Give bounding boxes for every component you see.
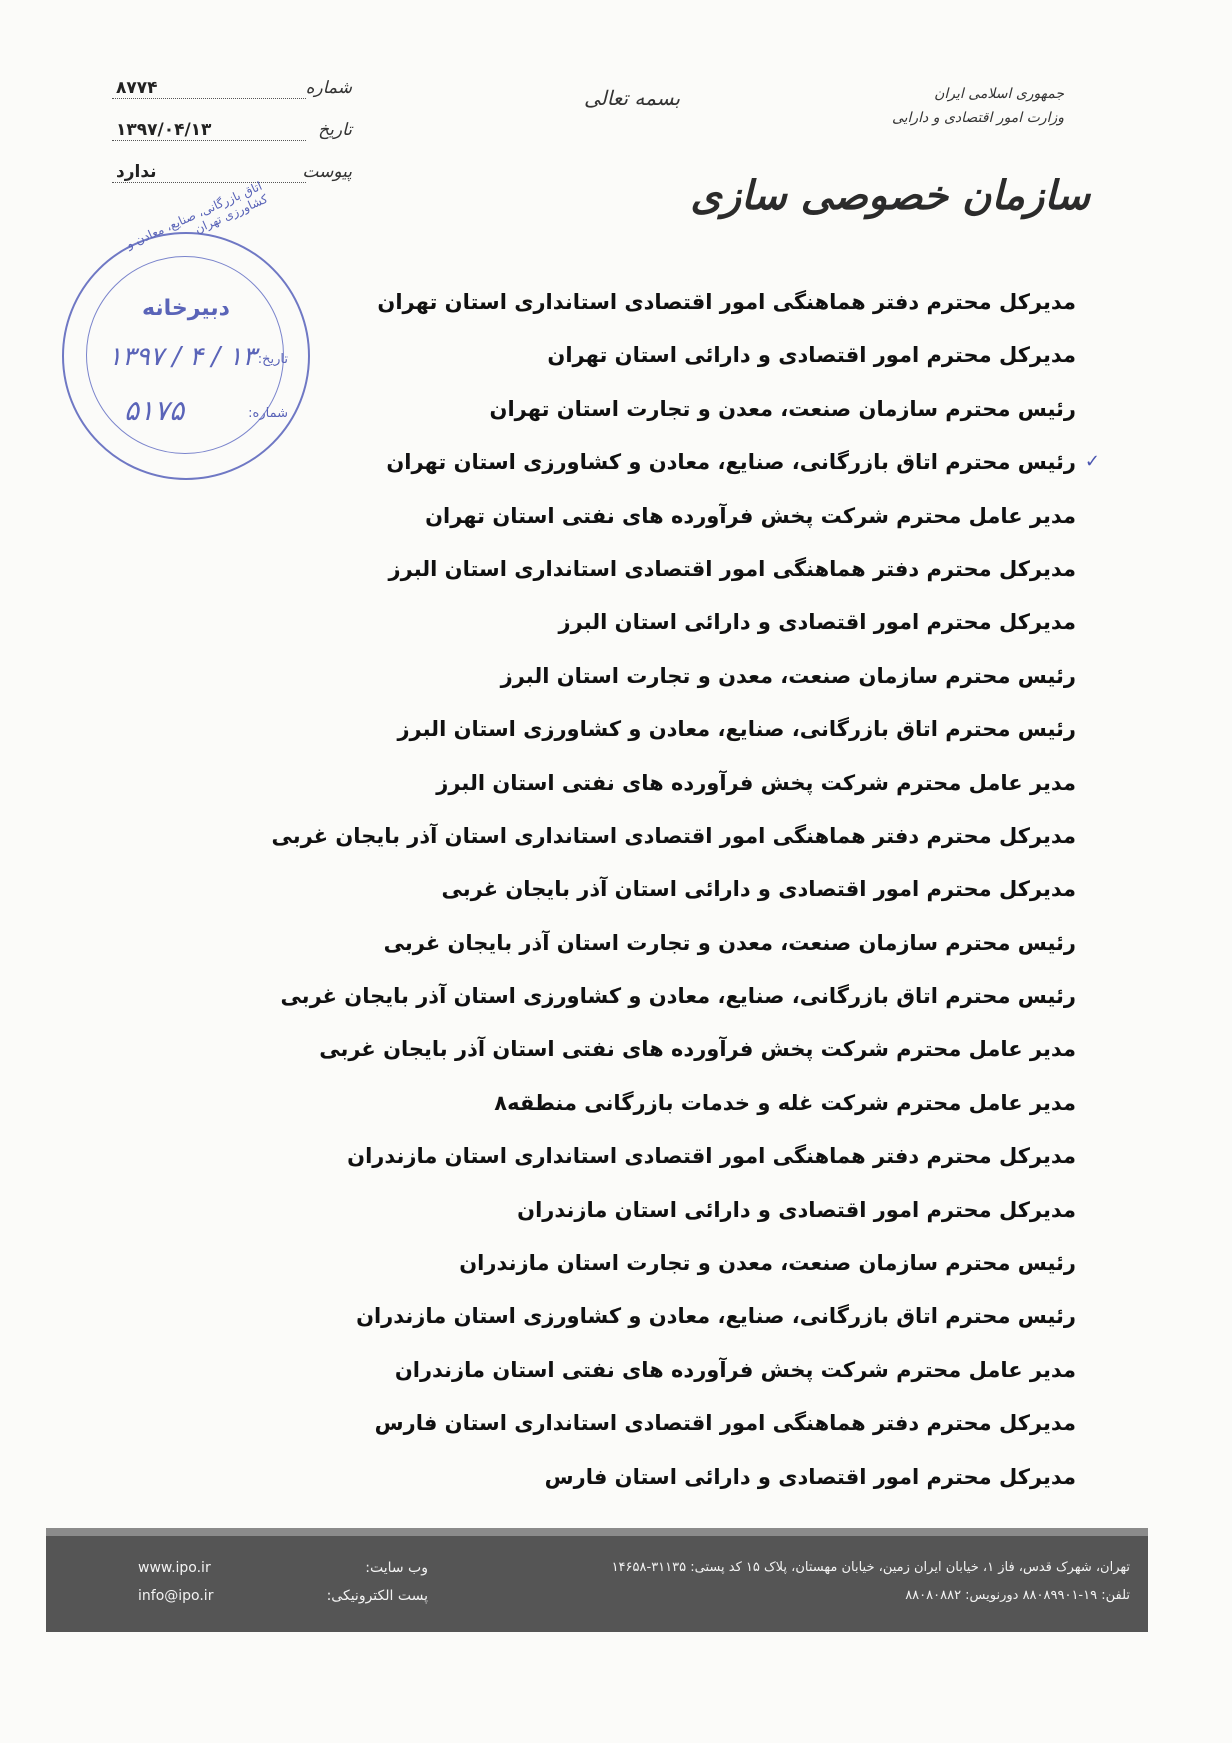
footer-email-link[interactable]: info@ipo.ir — [138, 1588, 214, 1604]
footer-website-link[interactable]: www.ipo.ir — [138, 1560, 211, 1576]
recipient-item — [256, 602, 1076, 655]
footer-contact — [490, 1554, 1130, 1610]
recipient-text: مدیر عامل محترم شرکت پخش فرآورده های نفتی استان مازندران — [394, 1357, 1076, 1382]
recipient-list — [256, 282, 1100, 1510]
recipient-text: رئیس محترم سازمان صنعت، معدن و تجارت استان تهران — [489, 396, 1076, 421]
country-name: جمهوری اسلامی ایران — [934, 86, 1064, 102]
recipient-item — [256, 1083, 1076, 1136]
stamp-ring-text: اتاق بازرگانی، صنایع، معادن و کشاورزی تهران — [124, 178, 270, 252]
recipient-text: مدیر عامل محترم شرکت پخش فرآورده های نفتی استان آذر بایجان غربی — [319, 1037, 1076, 1062]
recipient-item — [256, 763, 1076, 816]
recipient-text: مدیر عامل محترم شرکت پخش فرآورده های نفتی استان البرز — [436, 770, 1076, 795]
recipient-item — [256, 869, 1076, 922]
letter-number-value: ۸۷۷۴ — [112, 78, 306, 99]
recipient-item — [256, 976, 1076, 1029]
recipient-item — [256, 656, 1076, 709]
stamp-number-value: ۵۱۷۵ — [124, 394, 185, 427]
recipient-item — [256, 442, 1100, 495]
recipient-text: رئیس محترم اتاق بازرگانی، صنایع، معادن و کشاورزی استان مازندران — [356, 1304, 1076, 1329]
letter-date-value: ۱۳۹۷/۰۴/۱۳ — [112, 120, 306, 141]
recipient-item — [256, 1029, 1076, 1082]
footer-web-info — [138, 1554, 428, 1610]
recipient-text: مدیر عامل محترم شرکت غله و خدمات بازرگانی منطقه۸ — [494, 1090, 1076, 1115]
recipient-text: مدیرکل محترم امور اقتصادی و دارائی استان آذر بایجان غربی — [441, 877, 1076, 902]
stamp-date-label: تاریخ: — [257, 352, 288, 367]
letter-number-row — [112, 78, 352, 120]
recipient-item — [256, 1296, 1076, 1349]
organization-title: سازمان خصوصی سازی — [690, 172, 1090, 219]
recipient-item — [256, 1136, 1076, 1189]
recipient-item — [256, 389, 1076, 442]
recipient-item — [256, 335, 1076, 388]
recipient-item — [256, 1190, 1076, 1243]
recipient-text: مدیرکل محترم دفتر هماهنگی امور اقتصادی استانداری استان فارس — [374, 1411, 1076, 1436]
footer-phones: تلفن: ۱۹-۸۸۰۸۹۹۰۱ دورنویس: ۸۸۰۸۰۸۸۲ — [905, 1588, 1130, 1603]
footer-address: تهران، شهرک قدس، فاز ۱، خیابان ایران زمین، خیابان مهستان، پلاک ۱۵ کد پستی: ۳۱۱۳۵-۱۴۶۵۸ — [611, 1560, 1130, 1575]
footer-website-label: وب سایت: — [365, 1560, 428, 1576]
stamp-date-value: ۱۳۹۷ / ۴ / ۱۳ — [108, 342, 257, 372]
footer-website-row — [138, 1554, 428, 1582]
stamp-title: دبیرخانه — [142, 296, 230, 321]
footer-email-row — [138, 1582, 428, 1610]
recipient-text: مدیرکل محترم امور اقتصادی و دارائی استان مازندران — [517, 1197, 1076, 1222]
letter-meta — [112, 78, 352, 204]
recipient-text: رئیس محترم اتاق بازرگانی، صنایع، معادن و کشاورزی استان تهران — [386, 450, 1076, 475]
ministry-header — [892, 82, 1064, 130]
recipient-text: مدیرکل محترم دفتر هماهنگی امور اقتصادی استانداری استان مازندران — [347, 1144, 1076, 1169]
recipient-item — [256, 1403, 1076, 1456]
letter-attachment-label: پیوست — [302, 162, 352, 182]
recipient-text: رئیس محترم سازمان صنعت، معدن و تجارت استان مازندران — [459, 1251, 1076, 1276]
recipient-text: مدیرکل محترم دفتر هماهنگی امور اقتصادی استانداری استان تهران — [377, 290, 1076, 314]
recipient-item — [256, 1243, 1076, 1296]
recipient-item — [256, 549, 1076, 602]
recipient-text: مدیرکل محترم دفتر هماهنگی امور اقتصادی استانداری استان البرز — [388, 556, 1076, 581]
recipient-item — [256, 282, 1076, 335]
check-mark-icon: ✓ — [1084, 451, 1100, 473]
invocation-text: بسمه تعالی — [583, 86, 681, 110]
stamp-number-label: شماره: — [248, 406, 288, 421]
letter-number-label: شماره — [305, 78, 352, 98]
recipient-text: مدیرکل محترم امور اقتصادی و دارائی استان فارس — [544, 1464, 1076, 1489]
recipient-text: رئیس محترم سازمان صنعت، معدن و تجارت استان آذر بایجان غربی — [383, 930, 1076, 955]
footer-band — [46, 1528, 1148, 1632]
ministry-name: وزارت امور اقتصادی و دارایی — [891, 110, 1064, 126]
recipient-text: مدیر عامل محترم شرکت پخش فرآورده های نفتی استان تهران — [425, 503, 1076, 528]
footer-email-label: پست الکترونیکی: — [326, 1588, 428, 1604]
recipient-item — [256, 1350, 1076, 1403]
recipient-item — [256, 1457, 1076, 1510]
recipient-item — [256, 816, 1076, 869]
letter-date-label: تاریخ — [318, 120, 352, 140]
recipient-text: مدیرکل محترم امور اقتصادی و دارائی استان البرز — [558, 610, 1076, 635]
letter-date-row — [112, 120, 352, 162]
recipient-text: مدیرکل محترم دفتر هماهنگی امور اقتصادی استانداری استان آذر بایجان غربی — [271, 823, 1076, 848]
recipient-text: رئیس محترم اتاق بازرگانی، صنایع، معادن و کشاورزی استان البرز — [397, 717, 1076, 742]
letter-attachment-value: ندارد — [112, 162, 306, 183]
recipient-item — [256, 709, 1076, 762]
recipient-item — [256, 496, 1076, 549]
recipient-text: مدیرکل محترم امور اقتصادی و دارائی استان تهران — [547, 343, 1076, 368]
recipient-text: رئیس محترم سازمان صنعت، معدن و تجارت استان البرز — [500, 663, 1076, 688]
recipient-text: رئیس محترم اتاق بازرگانی، صنایع، معادن و کشاورزی استان آذر بایجان غربی — [280, 984, 1076, 1009]
recipient-item — [256, 923, 1076, 976]
